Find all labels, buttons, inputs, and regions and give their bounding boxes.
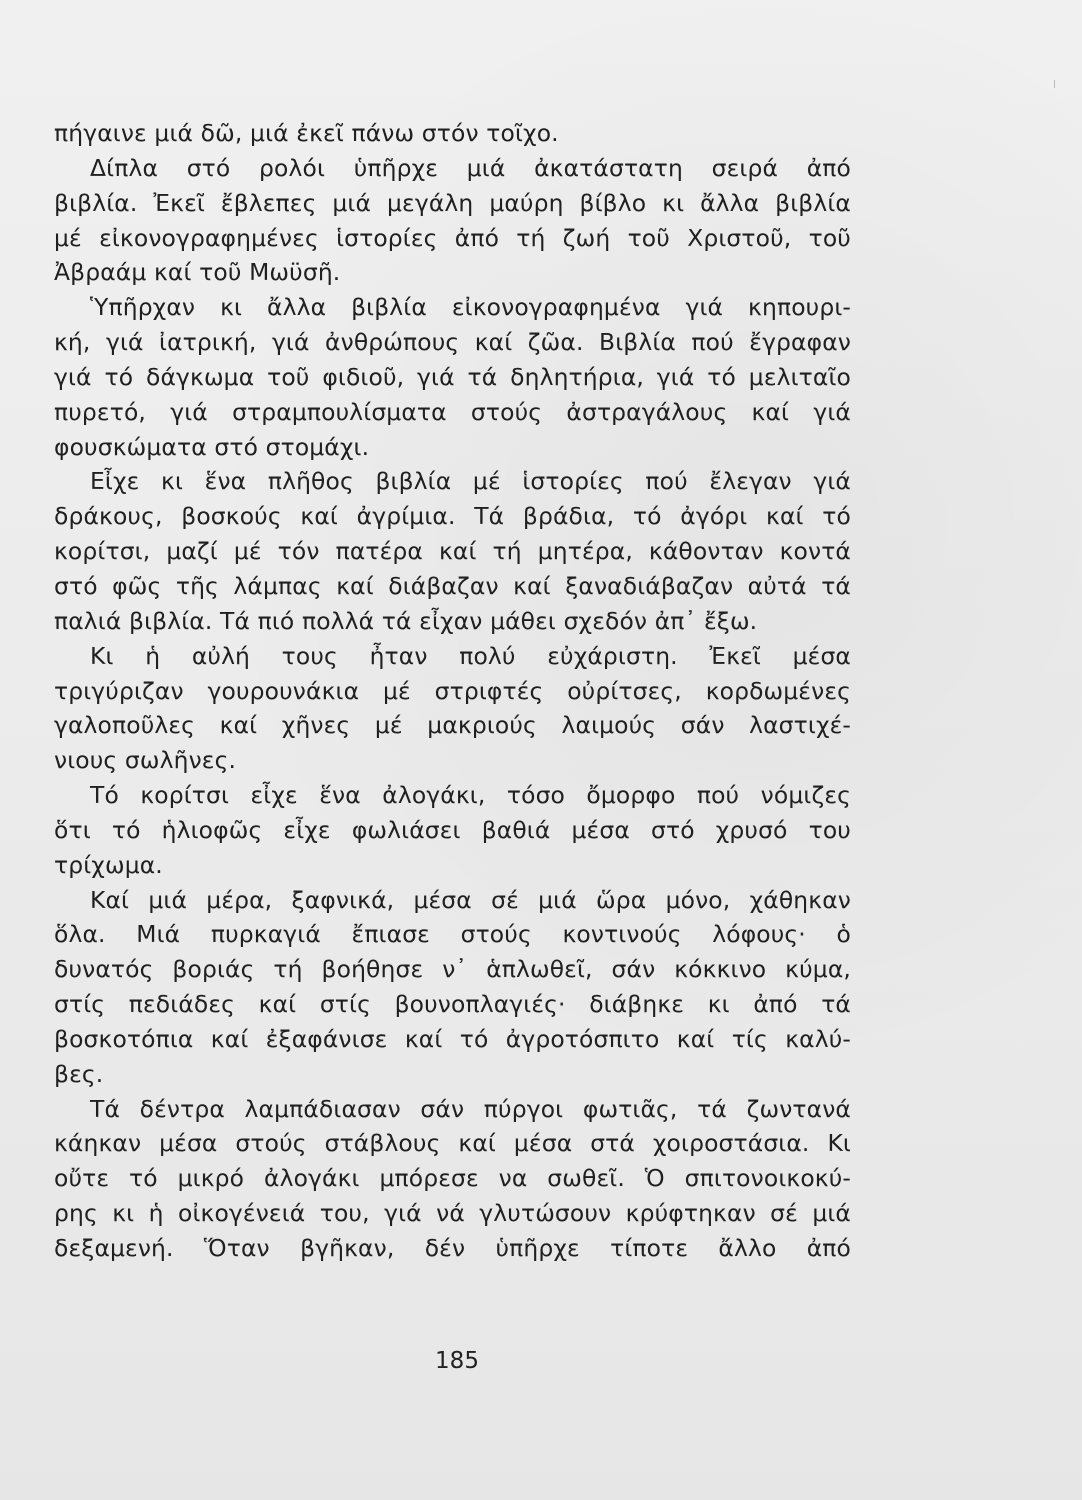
text-line: δυνατός βοριάς τή βοήθησε ν᾽ ἁπλωθεῖ, σάν κόκκινο κύμα, [54, 955, 851, 984]
text-line: νιους σωλῆνες. [54, 746, 237, 775]
text-line: ρης κι ἡ οἰκογένειά του, γιά νά γλυτώσουν κρύφτηκαν σέ μιά [54, 1199, 851, 1228]
text-line: πυρετό, γιά στραμπουλίσματα στούς ἀστραγάλους καί γιά [54, 397, 851, 426]
text-line: μέ εἰκονογραφημένες ἱστορίες ἀπό τή ζωή τοῦ Χριστοῦ, τοῦ [54, 223, 851, 252]
page-number: 185 [435, 1348, 479, 1374]
text-line: δεξαμενή. Ὅταν βγῆκαν, δέν ὑπῆρχε τίποτε ἄλλο ἀπό [54, 1234, 851, 1262]
text-line: στό φῶς τῆς λάμπας καί διάβαζαν καί ξαναδιάβαζαν αὐτά τά [54, 571, 851, 600]
text-line: Τά δέντρα λαμπάδιασαν σάν πύργοι φωτιᾶς, τά ζωντανά [90, 1094, 851, 1123]
text-line: δράκους, βοσκούς καί ἀγρίμια. Τά βράδια, τό ἀγόρι καί τό [54, 502, 851, 531]
text-line: κορίτσι, μαζί μέ τόν πατέρα καί τή μητέρα, κάθονταν κοντά [54, 537, 851, 566]
text-line: βιβλία. Ἐκεῖ ἔβλεπες μιά μεγάλη μαύρη βίβλο κι ἄλλα βιβλία [54, 188, 851, 217]
text-line: στίς πεδιάδες καί στίς βουνοπλαγιές· διάβηκε κι ἀπό τά [54, 990, 851, 1019]
text-line: βες. [54, 1059, 104, 1088]
text-line: οὔτε τό μικρό ἀλογάκι μπόρεσε να σωθεῖ. Ὁ σπιτονοικοκύ- [54, 1164, 851, 1193]
text-line: τρίχωμα. [54, 850, 163, 879]
text-line: γιά τό δάγκωμα τοῦ φιδιοῦ, γιά τά δηλητήρια, γιά τό μελιταῖο [54, 362, 851, 391]
text-line: Καί μιά μέρα, ξαφνικά, μέσα σέ μιά ὥρα μόνο, χάθηκαν [90, 885, 851, 914]
text-line: βοσκοτόπια καί ἐξαφάνισε καί τό ἀγροτόσπιτο καί τίς καλύ- [54, 1024, 851, 1053]
text-line: τριγύριζαν γουρουνάκια μέ στριφτές οὐρίτσες, κορδωμένες [54, 676, 851, 705]
text-line: κάηκαν μέσα στούς στάβλους καί μέσα στά χοιροστάσια. Κι [54, 1129, 851, 1158]
text-line: πήγαινε μιά δῶ, μιά ἐκεῖ πάνω στόν τοῖχο. [54, 119, 559, 147]
text-line: Εἶχε κι ἕνα πλῆθος βιβλία μέ ἱστορίες πού ἔλεγαν γιά [90, 467, 851, 496]
text-line: Κι ἡ αὐλή τους ἦταν πολύ εὐχάριστη. Ἐκεῖ μέσα [90, 641, 851, 670]
text-line: κή, γιά ἰατρική, γιά ἀνθρώπους καί ζῶα. Βιβλία πού ἔγραφαν [54, 328, 851, 357]
text-line: Ἀβραάμ καί τοῦ Μωϋσῆ. [54, 258, 341, 287]
text-line: φουσκώματα στό στομάχι. [54, 432, 370, 461]
margin-mark [1054, 80, 1055, 88]
text-line: ὅλα. Μιά πυρκαγιά ἔπιασε στούς κοντινούς λόφους· ὁ [54, 920, 851, 949]
text-line: γαλοποῦλες καί χῆνες μέ μακριούς λαιμούς σάν λαστιχέ- [54, 711, 851, 740]
text-line: Τό κορίτσι εἶχε ἕνα ἀλογάκι, τόσο ὄμορφο πού νόμιζες [90, 781, 851, 810]
text-line: Ὑπῆρχαν κι ἄλλα βιβλία εἰκονογραφημένα γιά κηπουρι- [90, 293, 851, 322]
text-line: Δίπλα στό ρολόι ὑπῆρχε μιά ἀκατάστατη σειρά ἀπό [90, 153, 851, 182]
body-text [54, 116, 851, 1266]
text-line: παλιά βιβλία. Τά πιό πολλά τά εἶχαν μάθει σχεδόν ἀπ᾽ ἔξω. [54, 606, 758, 635]
text-line: ὅτι τό ἡλιοφῶς εἶχε φωλιάσει βαθιά μέσα στό χρυσό του [54, 815, 851, 844]
